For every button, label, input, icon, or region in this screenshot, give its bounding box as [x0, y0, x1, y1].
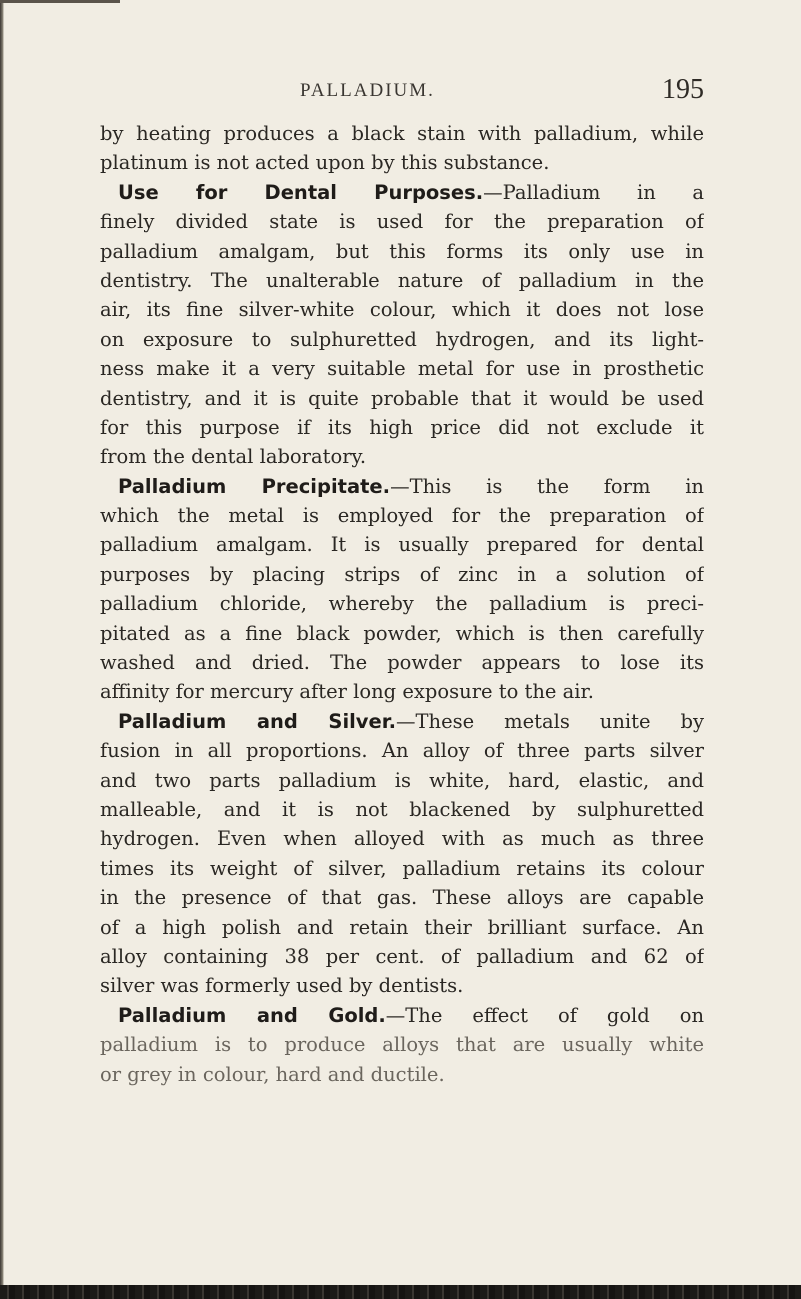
text-line — [100, 384, 704, 413]
text-line — [100, 560, 704, 589]
scan-edge-strip — [0, 1285, 801, 1299]
text-line — [100, 619, 704, 648]
text-line — [100, 677, 704, 706]
text-line — [100, 648, 704, 677]
text-line — [100, 589, 704, 618]
text-line — [100, 1060, 704, 1089]
body-text — [100, 119, 704, 1089]
line-text: pitated as a fine black powder, which is then carefully — [100, 621, 704, 645]
text-line — [100, 766, 704, 795]
text-line — [100, 971, 704, 1000]
section-heading: Use for Dental Purposes. — [118, 180, 484, 204]
text-line — [100, 530, 704, 559]
text-line — [100, 266, 704, 295]
line-text: finely divided state is used for the preparation of — [100, 210, 704, 234]
text-line — [100, 854, 704, 883]
text-line — [100, 883, 704, 912]
text-line — [100, 325, 704, 354]
line-text: alloy containing 38 per cent. of palladium and 62 of — [100, 944, 704, 968]
line-text: for this purpose if its high price did not exclude it — [100, 415, 704, 439]
line-text: dentistry, and it is quite probable that it would be used — [100, 386, 704, 410]
text-line — [100, 942, 704, 971]
text-line — [100, 501, 704, 530]
line-text: air, its fine silver-white colour, which it does not lose — [100, 298, 704, 322]
text-line — [100, 295, 704, 324]
line-text: dentistry. The unalterable nature of palladium in the — [100, 268, 704, 292]
line-text: platinum is not acted upon by this substance. — [100, 151, 550, 175]
line-text: which the metal is employed for the preparation of — [100, 504, 704, 528]
text-line — [100, 442, 704, 471]
section-heading: Palladium and Silver. — [118, 709, 396, 733]
text-line — [100, 472, 704, 501]
line-text: times its weight of silver, palladium retains its colour — [100, 856, 704, 880]
line-text: ness make it a very suitable metal for use in prosthetic — [100, 357, 704, 381]
text-line — [100, 736, 704, 765]
line-text: washed and dried. The powder appears to lose its — [100, 651, 704, 675]
text-line — [100, 207, 704, 236]
text-line — [100, 913, 704, 942]
text-line — [100, 148, 704, 177]
line-text: or grey in colour, hard and ductile. — [100, 1062, 445, 1086]
text-line — [100, 237, 704, 266]
line-text: of a high polish and retain their brilliant surface. An — [100, 915, 704, 939]
text-line — [100, 795, 704, 824]
page-header — [100, 74, 704, 110]
line-text: —The effect of gold on — [385, 1003, 704, 1027]
text-line — [100, 119, 704, 148]
section-heading: Palladium Precipitate. — [118, 474, 391, 498]
line-text: and two parts palladium is white, hard, elastic, and — [100, 768, 704, 792]
text-line — [100, 1030, 704, 1059]
line-text: in the presence of that gas. These alloys are capable — [100, 886, 704, 910]
line-text: —These metals unite by — [396, 709, 704, 733]
line-text: by heating produces a black stain with palladium, while — [100, 122, 704, 145]
text-line — [100, 178, 704, 207]
line-text: hydrogen. Even when alloyed with as much as three — [100, 827, 704, 851]
line-text: malleable, and it is not blackened by sulphuretted — [100, 797, 704, 821]
line-text: —Palladium in a — [483, 180, 704, 204]
page-number: 195 — [662, 74, 704, 105]
text-line — [100, 707, 704, 736]
text-line — [100, 824, 704, 853]
line-text: —This is the form in — [390, 474, 704, 498]
line-text: palladium is to produce alloys that are usually white — [100, 1033, 704, 1057]
line-text: fusion in all proportions. An alloy of three parts silver — [100, 739, 704, 763]
text-line — [100, 354, 704, 383]
line-text: from the dental laboratory. — [100, 445, 367, 469]
section-heading: Palladium and Gold. — [118, 1003, 386, 1027]
page-edge-shadow — [0, 0, 4, 1299]
text-line — [100, 413, 704, 442]
line-text: affinity for mercury after long exposure to the air. — [100, 680, 594, 704]
line-text: purposes by placing strips of zinc in a solution of — [100, 562, 704, 586]
line-text: silver was formerly used by dentists. — [100, 974, 464, 998]
line-text: palladium amalgam, but this forms its only use in — [100, 239, 704, 263]
text-line — [100, 1001, 704, 1030]
page-edge-top — [0, 0, 120, 3]
line-text: palladium chloride, whereby the palladium is preci- — [100, 592, 704, 616]
running-head: PALLADIUM. — [300, 80, 435, 101]
line-text: palladium amalgam. It is usually prepared for dental — [100, 533, 704, 557]
line-text: on exposure to sulphuretted hydrogen, and its light- — [100, 327, 704, 351]
